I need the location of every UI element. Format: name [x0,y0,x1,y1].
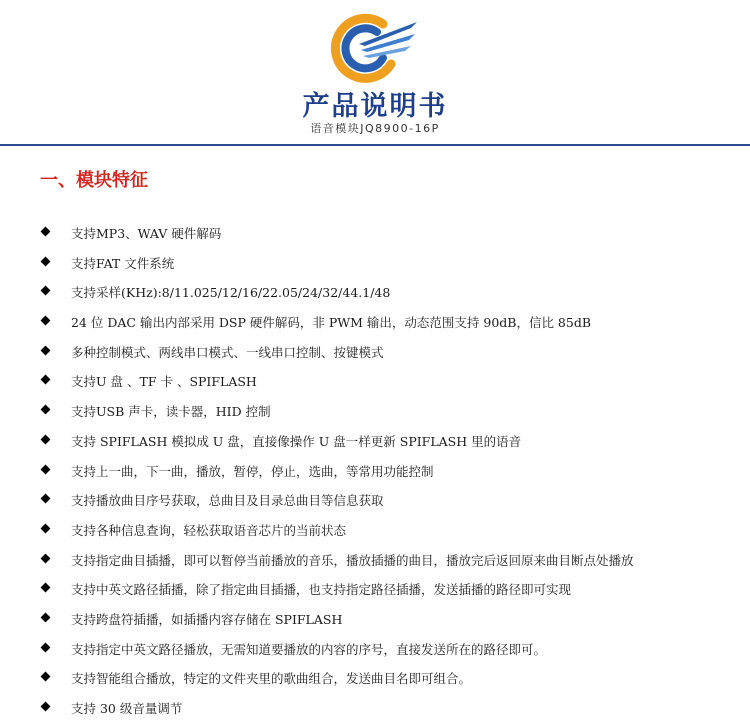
feature-item [0,311,750,341]
feature-item [0,252,750,282]
feature-text: 多种控制模式、两线串口模式、一线串口控制、按键模式 [71,344,384,360]
feature-text: 支持智能组合播放，特定的文件夹里的歌曲组合，发送曲目名即可组合。 [71,671,472,687]
diamond-bullet-icon [41,375,51,385]
feature-item [0,489,750,519]
feature-text: 支持跨盘符插播，如插播内容存储在 SPIFLASH [71,611,343,627]
feature-item [0,370,750,400]
feature-item [0,549,750,579]
feature-text: 支持采样(KHz):8/11.025/12/16/22.05/24/32/44.1/48 [71,285,391,301]
diamond-bullet-icon [41,286,51,296]
feature-text: 支持指定曲目插播，即可以暂停当前播放的音乐，播放插播的曲目，播放完后返回原来曲目断点处播放 [71,552,634,568]
feature-item [0,341,750,371]
diamond-bullet-icon [41,405,51,415]
diamond-bullet-icon [41,494,51,504]
document-subtitle: 语音模块JQ8900-16P [310,122,440,135]
feature-item [0,281,750,311]
feature-item [0,638,750,668]
diamond-bullet-icon [41,464,51,474]
diamond-bullet-icon [41,702,51,712]
feature-item [0,460,750,490]
feature-text: 支持指定中英文路径播放，无需知道要播放的内容的序号，直接发送所在的路径即可。 [71,641,547,657]
diamond-bullet-icon [41,612,51,622]
feature-item [0,697,750,727]
feature-item [0,578,750,608]
diamond-bullet-icon [41,434,51,444]
feature-text: 支持U 盘 、TF 卡 、SPIFLASH [71,374,257,390]
diamond-bullet-icon [41,583,51,593]
feature-text: 支持各种信息查询，轻松获取语音芯片的当前状态 [71,522,347,538]
feature-text: 支持上一曲，下一曲，播放，暂停，停止，选曲，等常用功能控制 [71,463,434,479]
diamond-bullet-icon [41,553,51,563]
feature-item [0,667,750,697]
feature-item [0,430,750,460]
feature-text: 支持MP3、WAV 硬件解码 [71,226,222,241]
feature-list [0,222,750,727]
feature-text: 24 位 DAC 输出内部采用 DSP 硬件解码，非 PWM 输出，动态范围支持 90dB，信比 85dB [71,315,592,331]
winged-g-logo-icon [325,8,421,88]
feature-text: 支持中英文路径插播，除了指定曲目插播，也支持指定路径插播，发送插播的路径即可实现 [71,582,572,598]
section-title: 一、模块特征 [40,170,148,191]
feature-text: 支持 30 级音量调节 [71,701,183,716]
feature-item [0,222,750,252]
feature-text: 支持播放曲目序号获取，总曲目及目录总曲目等信息获取 [71,493,384,509]
feature-item [0,519,750,549]
diamond-bullet-icon [41,642,51,652]
document-title: 产品说明书 [302,91,448,122]
feature-text: 支持USB 声卡，读卡器，HID 控制 [71,404,271,420]
feature-item [0,400,750,430]
diamond-bullet-icon [41,227,51,237]
feature-item [0,608,750,638]
feature-text: 支持 SPIFLASH 模拟成 U 盘，直接像操作 U 盘一样更新 SPIFLASH 里的语音 [71,433,522,449]
feature-text: 支持FAT 文件系统 [71,255,175,271]
document-header [0,0,750,150]
diamond-bullet-icon [41,345,51,355]
header-divider [0,144,750,146]
diamond-bullet-icon [41,672,51,682]
diamond-bullet-icon [41,523,51,533]
diamond-bullet-icon [41,316,51,326]
diamond-bullet-icon [41,256,51,266]
